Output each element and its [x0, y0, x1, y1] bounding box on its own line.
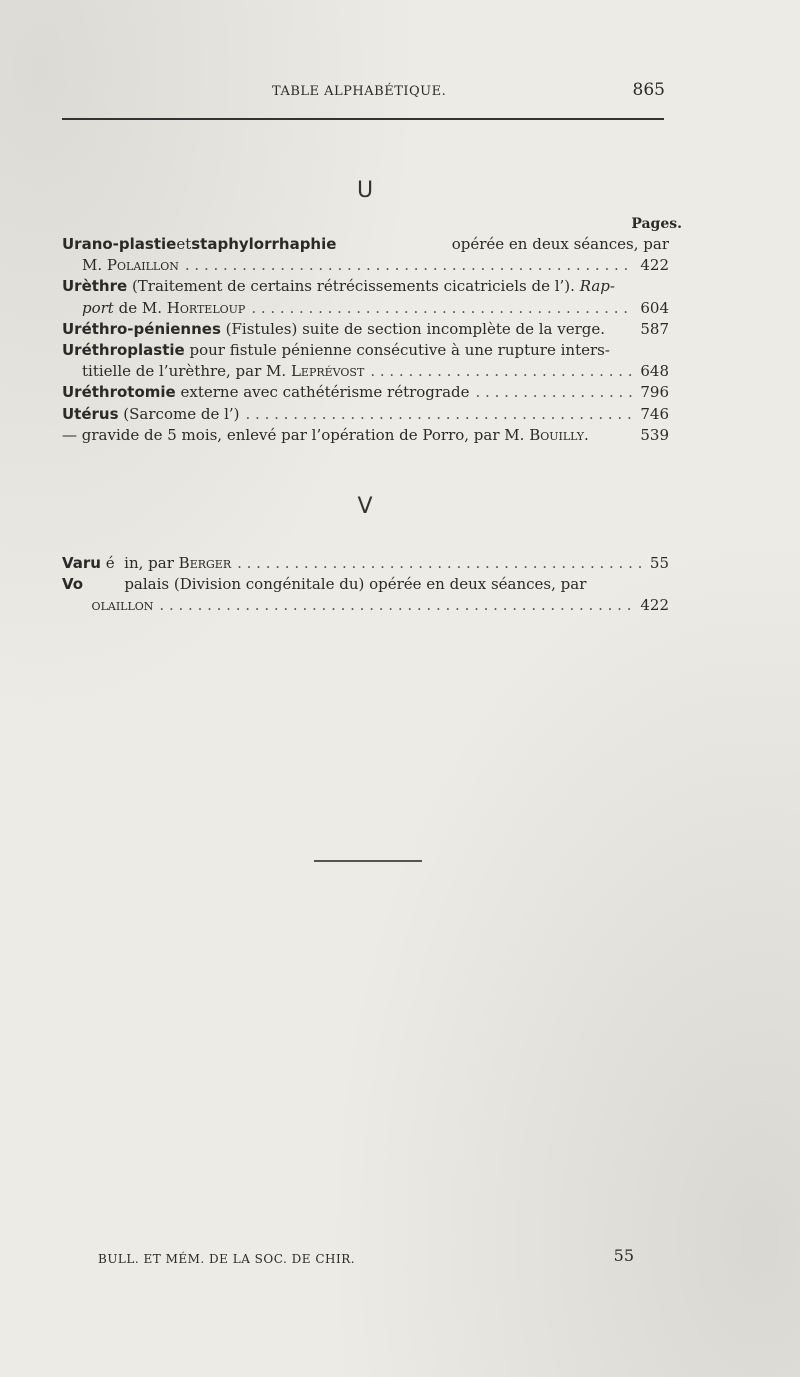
- entry-page: 422: [640, 596, 669, 615]
- leader-dots: [370, 362, 634, 380]
- entry-heading: Urano-plastie: [62, 235, 177, 253]
- entry-text: (Sarcome de l’): [118, 404, 240, 423]
- signature-mark: 55: [613, 1246, 634, 1265]
- entry-text: olaillon: [91, 596, 154, 615]
- pages-label: Pages.: [631, 216, 682, 232]
- index-line: [62, 235, 669, 256]
- entry-page: 796: [640, 383, 669, 402]
- section-letter-u: U: [356, 178, 374, 203]
- entry-text: (Fistules) suite de section incomplète de la verge.: [220, 319, 606, 338]
- leader-dots: [246, 405, 635, 423]
- index-line: [62, 256, 669, 277]
- index-line: [62, 554, 669, 575]
- entry-text: — gravide de 5 mois, enlevé par l’opération de Porro, par M. Bouilly.: [62, 425, 589, 444]
- leader-dots: [476, 383, 635, 401]
- index-line: [62, 277, 669, 298]
- index-line: [62, 596, 669, 617]
- index-line: [62, 405, 669, 426]
- leader-dots: [251, 299, 634, 317]
- index-line: [62, 575, 669, 596]
- entry-heading: Varu: [62, 554, 101, 572]
- section-u-entries: [62, 235, 669, 447]
- entry-heading: Vo: [62, 575, 89, 594]
- index-line: [62, 426, 669, 447]
- entry-text: é in, par Berger: [101, 554, 232, 572]
- leader-dots: [185, 256, 634, 274]
- entry-text: (Traitement de certains rétrécissements cicatriciels de l’).: [127, 277, 580, 296]
- entry-text: port de M. Horteloup: [82, 298, 246, 317]
- section-letter-v: V: [357, 494, 373, 519]
- entry-text: opérée en deux séances, par: [451, 235, 669, 253]
- entry-page: 604: [640, 298, 669, 317]
- index-line: [62, 362, 669, 383]
- header-rule: [62, 118, 664, 120]
- entry-heading: Utérus: [62, 404, 119, 423]
- entry-page: 422: [640, 256, 669, 275]
- section-v-entries: [62, 554, 669, 618]
- leader-dots: [159, 596, 634, 614]
- entry-text: M. Polaillon: [82, 256, 179, 275]
- entry-page: 746: [640, 404, 669, 423]
- index-line: [62, 341, 669, 362]
- page-number: 865: [632, 80, 665, 100]
- entry-page: 55: [649, 554, 669, 572]
- end-divider: [314, 860, 422, 862]
- entry-text-italic: Rap-: [579, 277, 615, 296]
- index-line: [62, 320, 669, 341]
- index-line: [62, 299, 669, 320]
- entry-text: et: [176, 235, 192, 253]
- entry-page: 539: [640, 425, 669, 444]
- entry-page: 648: [640, 362, 669, 381]
- entry-heading: Urèthre: [62, 277, 128, 296]
- running-head: TABLE ALPHABÉTIQUE.: [272, 84, 447, 99]
- index-line: [62, 383, 669, 404]
- entry-text: externe avec cathétérisme rétrograde: [175, 383, 470, 402]
- entry-heading: staphylorrhaphie: [191, 235, 337, 253]
- entry-text: palais (Division congénitale du) opérée en deux séances, par: [124, 575, 587, 594]
- leader-dots: [237, 554, 644, 572]
- entry-heading: Uréthroplastie: [62, 340, 185, 359]
- entry-text: pour fistule pénienne consécutive à une rupture inters-: [184, 340, 610, 359]
- footer-signature-line: BULL. ET MÉM. DE LA SOC. DE CHIR.: [98, 1252, 356, 1266]
- entry-heading: Uréthrotomie: [62, 383, 176, 402]
- entry-page: 587: [640, 319, 669, 338]
- entry-text: titielle de l’urèthre, par M. Leprévost: [82, 362, 365, 381]
- entry-heading: Uréthro-péniennes: [62, 319, 221, 338]
